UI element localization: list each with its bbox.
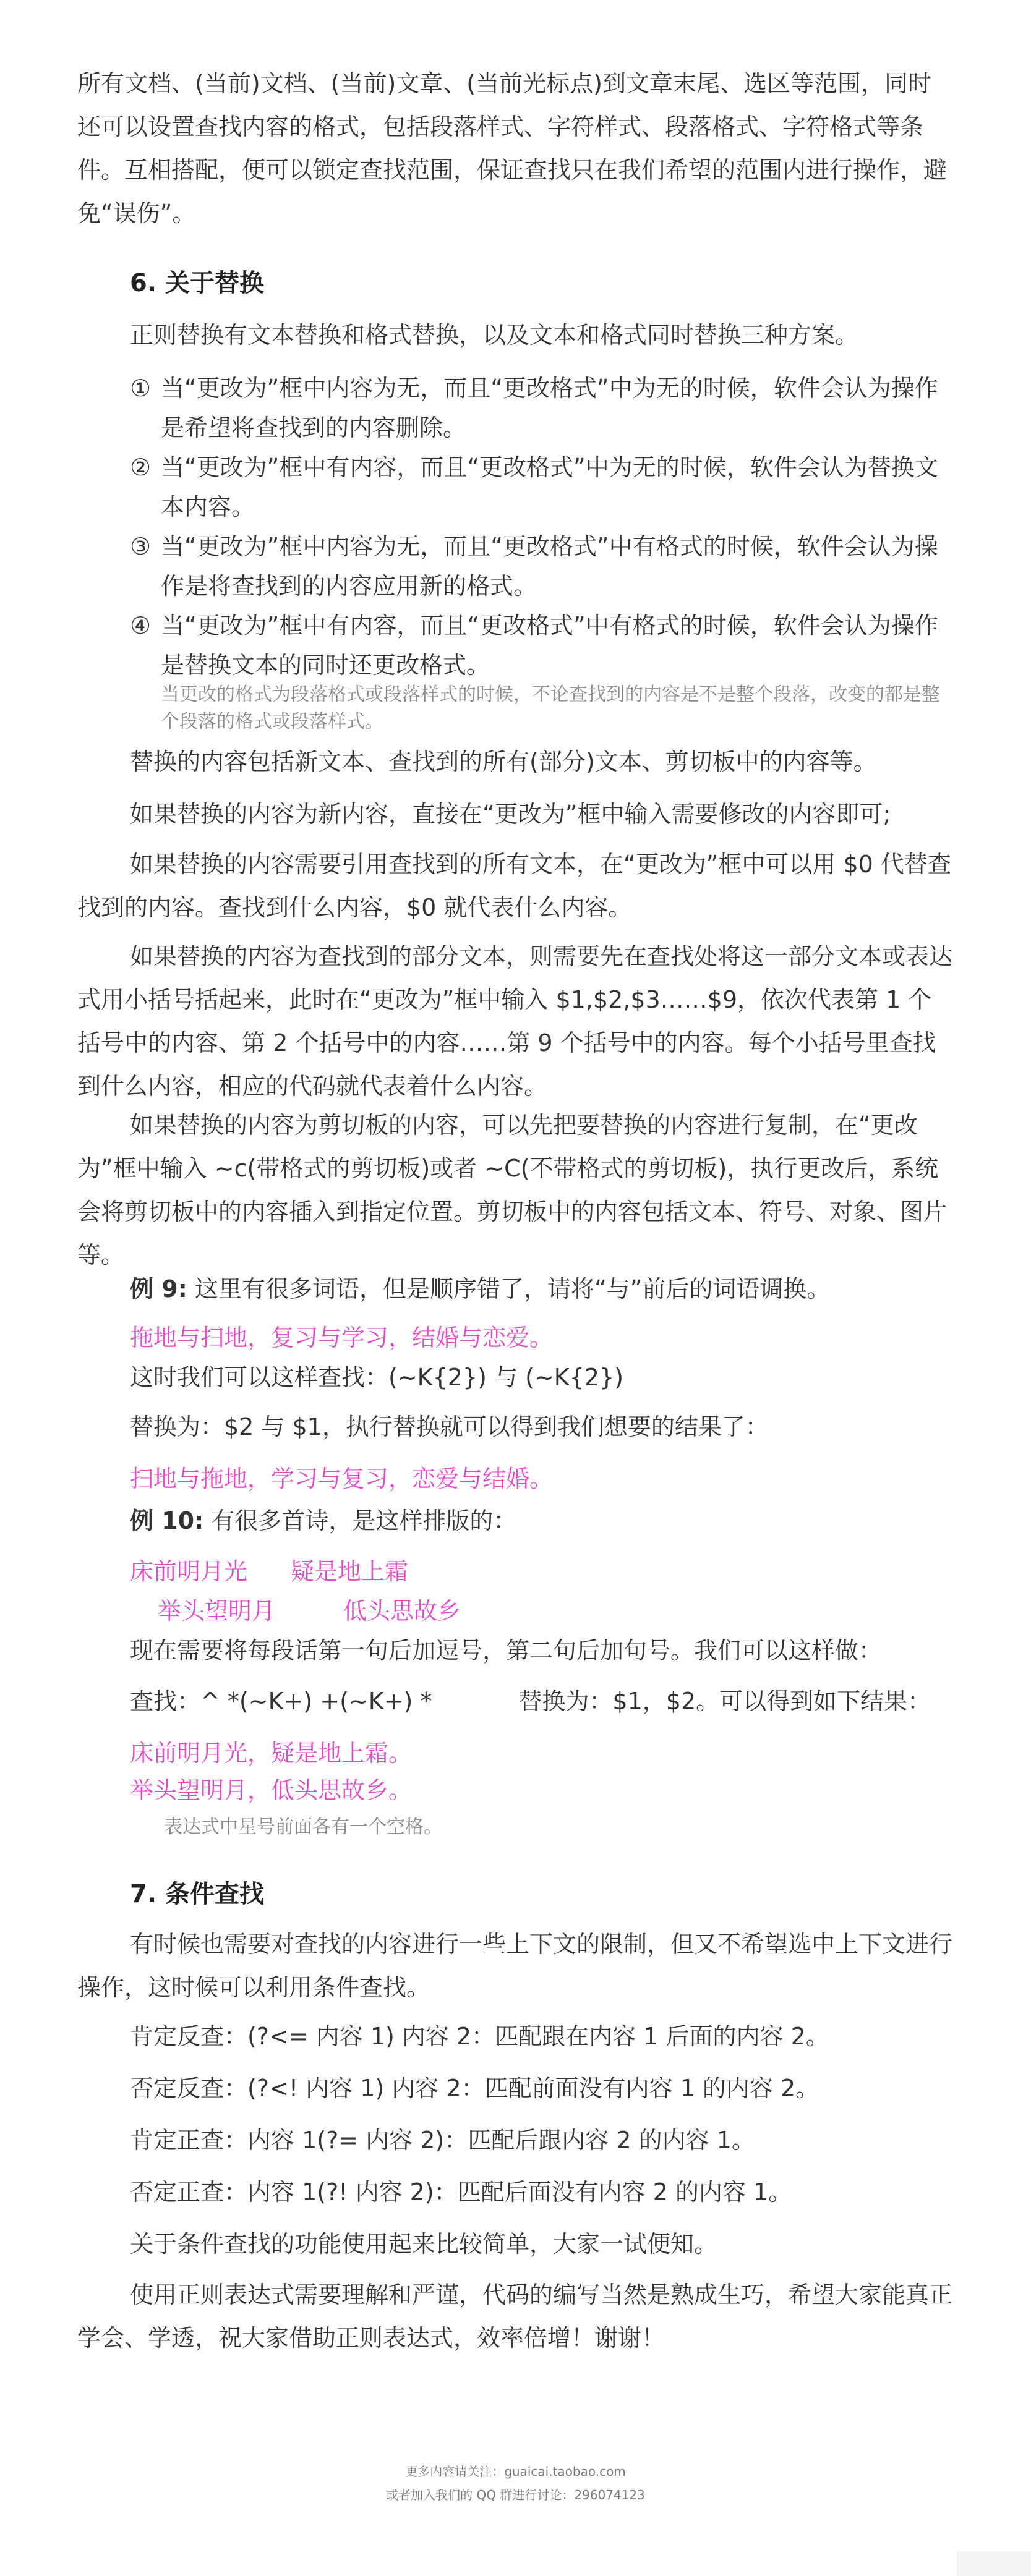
format-note: 当更改的格式为段落格式或段落样式的时候，不论查找到的内容是不是整个段落，改变的都是整个段落的格式或段落样式。 [161,684,940,733]
poem-line-2 [158,1592,461,1630]
section-7-heading: 7. 条件查找 [130,1880,264,1908]
clipboard-paragraph: 如果替换的内容为剪切板的内容，可以先把要替换的内容进行复制，在“更改为”框中输入 ~c(带格式的剪切板)或者 ~C(不带格式的剪切板)，执行更改后，系统会将剪切板中的内容插入到指定位置。剪切板中的内容包括文本、符号、对象、图片等。 [77,1112,948,1269]
case-text: 当“更改为”框中有内容，而且“更改格式”中有格式的时候，软件会认为操作是替换文本的同时还更改格式。 [161,612,938,679]
closing-paragraph: 使用正则表达式需要理解和严谨，代码的编写当然是熟成生巧，希望大家能真正学会、学透，祝大家借助正则表达式，效率倍增！谢谢！ [77,2281,953,2352]
replace-case-1 [130,368,952,448]
case-text: 当“更改为”框中内容为无，而且“更改格式”中为无的时候，软件会认为操作是希望将查找到的内容删除。 [161,375,938,441]
example-9-replace: 替换为：$2 与 $1，执行替换就可以得到我们想要的结果了： [130,1413,769,1440]
example-10-note: 表达式中星号前面各有一个空格。 [164,1816,442,1838]
footer-qq-group-text: 或者加入我们的 QQ 群进行讨论：296074123 [386,2488,645,2502]
example-10-label: 例 10: [130,1507,204,1534]
poem-line-1 [130,1553,408,1590]
poem-phrase: 床前明月光 [130,1558,248,1585]
poem-phrase: 低头思故乡 [343,1597,461,1625]
replace-case-2 [130,448,952,527]
example-10-find: 查找：^ *(~K+) +(~K+) * [130,1688,432,1715]
example-9-description [130,1270,830,1307]
case-number: ③ [130,533,152,560]
section-6-lead: 正则替换有文本替换和格式替换，以及文本和格式同时替换三种方案。 [130,321,859,349]
new-content-paragraph: 如果替换的内容为新内容，直接在“更改为”框中输入需要修改的内容即可; [130,801,891,828]
example-9-find: 这时我们可以这样查找：(~K{2}) 与 (~K{2}) [130,1364,624,1391]
example-10-result-1: 床前明月光，疑是地上霜。 [130,1740,413,1767]
case-number: ① [130,375,152,402]
poem-phrase: 疑是地上霜 [291,1558,409,1585]
replace-case-4 [130,606,952,685]
example-9-label: 例 9: [130,1275,187,1303]
example-10-instruction: 现在需要将每段话第一句后加逗号，第二句后加句号。我们可以这样做： [130,1637,883,1664]
example-10-expressions [130,1683,931,1720]
condition-rule-3: 肯定正查：内容 1(?= 内容 2)：匹配后跟内容 2 的内容 1。 [130,2127,755,2154]
replace-contents-paragraph: 替换的内容包括新文本、查找到的所有(部分)文本、剪切板中的内容等。 [130,748,877,775]
partial-text-paragraph: 如果替换的内容为查找到的部分文本，则需要先在查找处将这一部分文本或表达式用小括号括起来，此时在“更改为”框中输入 $1,$2,$3……$9，依次代表第 1 个括号中的内容、第 2 个括号中的内容……第 9 个括号中的内容。每个小括号里查找到什么内容，相应的代码就代表着什么内容。 [77,943,953,1100]
condition-rule-2: 否定反查：(?<! 内容 1) 内容 2：匹配前面没有内容 1 的内容 2。 [130,2075,819,2102]
replace-case-3 [130,527,952,606]
condition-rule-1: 肯定反查：(?<= 内容 1) 内容 2：匹配跟在内容 1 后面的内容 2。 [130,2023,829,2050]
footer-follow-text: 更多内容请关注：guaicai.taobao.com [405,2464,626,2479]
section-7-lead: 有时候也需要对查找的内容进行一些上下文的限制，但又不希望选中上下文进行操作，这时候可以利用条件查找。 [77,1931,953,2001]
simple-usage-paragraph: 关于条件查找的功能使用起来比较简单，大家一试便知。 [130,2230,718,2258]
example-10-text: 有很多首诗，是这样排版的： [211,1507,517,1534]
example-9-text: 这里有很多词语，但是顺序错了，请将“与”前后的词语调换。 [194,1275,831,1303]
case-number: ② [130,454,152,481]
case-text: 当“更改为”框中内容为无，而且“更改格式”中有格式的时候，软件会认为操作是将查找到的内容应用新的格式。 [161,533,938,600]
example-9-sample: 拖地与扫地，复习与学习，结婚与恋爱。 [130,1324,554,1351]
example-9-result: 扫地与拖地，学习与复习，恋爱与结婚。 [130,1465,554,1492]
case-text: 当“更改为”框中有内容，而且“更改格式”中为无的时候，软件会认为替换文本内容。 [161,454,938,521]
poem-phrase: 举头望明月 [158,1597,276,1625]
section-6-heading: 6. 关于替换 [130,269,264,297]
intro-paragraph: 所有文档、(当前)文档、(当前)文章、(当前光标点)到文章末尾、选区等范围，同时还可以设置查找内容的格式，包括段落样式、字符样式、段落格式、字符格式等条件。互相搭配，便可以锁定查找范围，保证查找只在我们希望的范围内进行操作，避免“误伤”。 [77,70,948,227]
corner-shade [957,2551,1031,2576]
condition-rule-4: 否定正查：内容 1(?! 内容 2)：匹配后面没有内容 2 的内容 1。 [130,2179,792,2206]
example-10-replace: 替换为：$1，$2。可以得到如下结果： [518,1688,931,1715]
case-number: ④ [130,612,152,639]
all-text-paragraph: 如果替换的内容需要引用查找到的所有文本，在“更改为”框中可以用 $0 代替查找到的内容。查找到什么内容，$0 就代表什么内容。 [77,851,951,921]
example-10-description [130,1502,516,1539]
example-10-result-2: 举头望明月，低头思故乡。 [130,1777,413,1804]
